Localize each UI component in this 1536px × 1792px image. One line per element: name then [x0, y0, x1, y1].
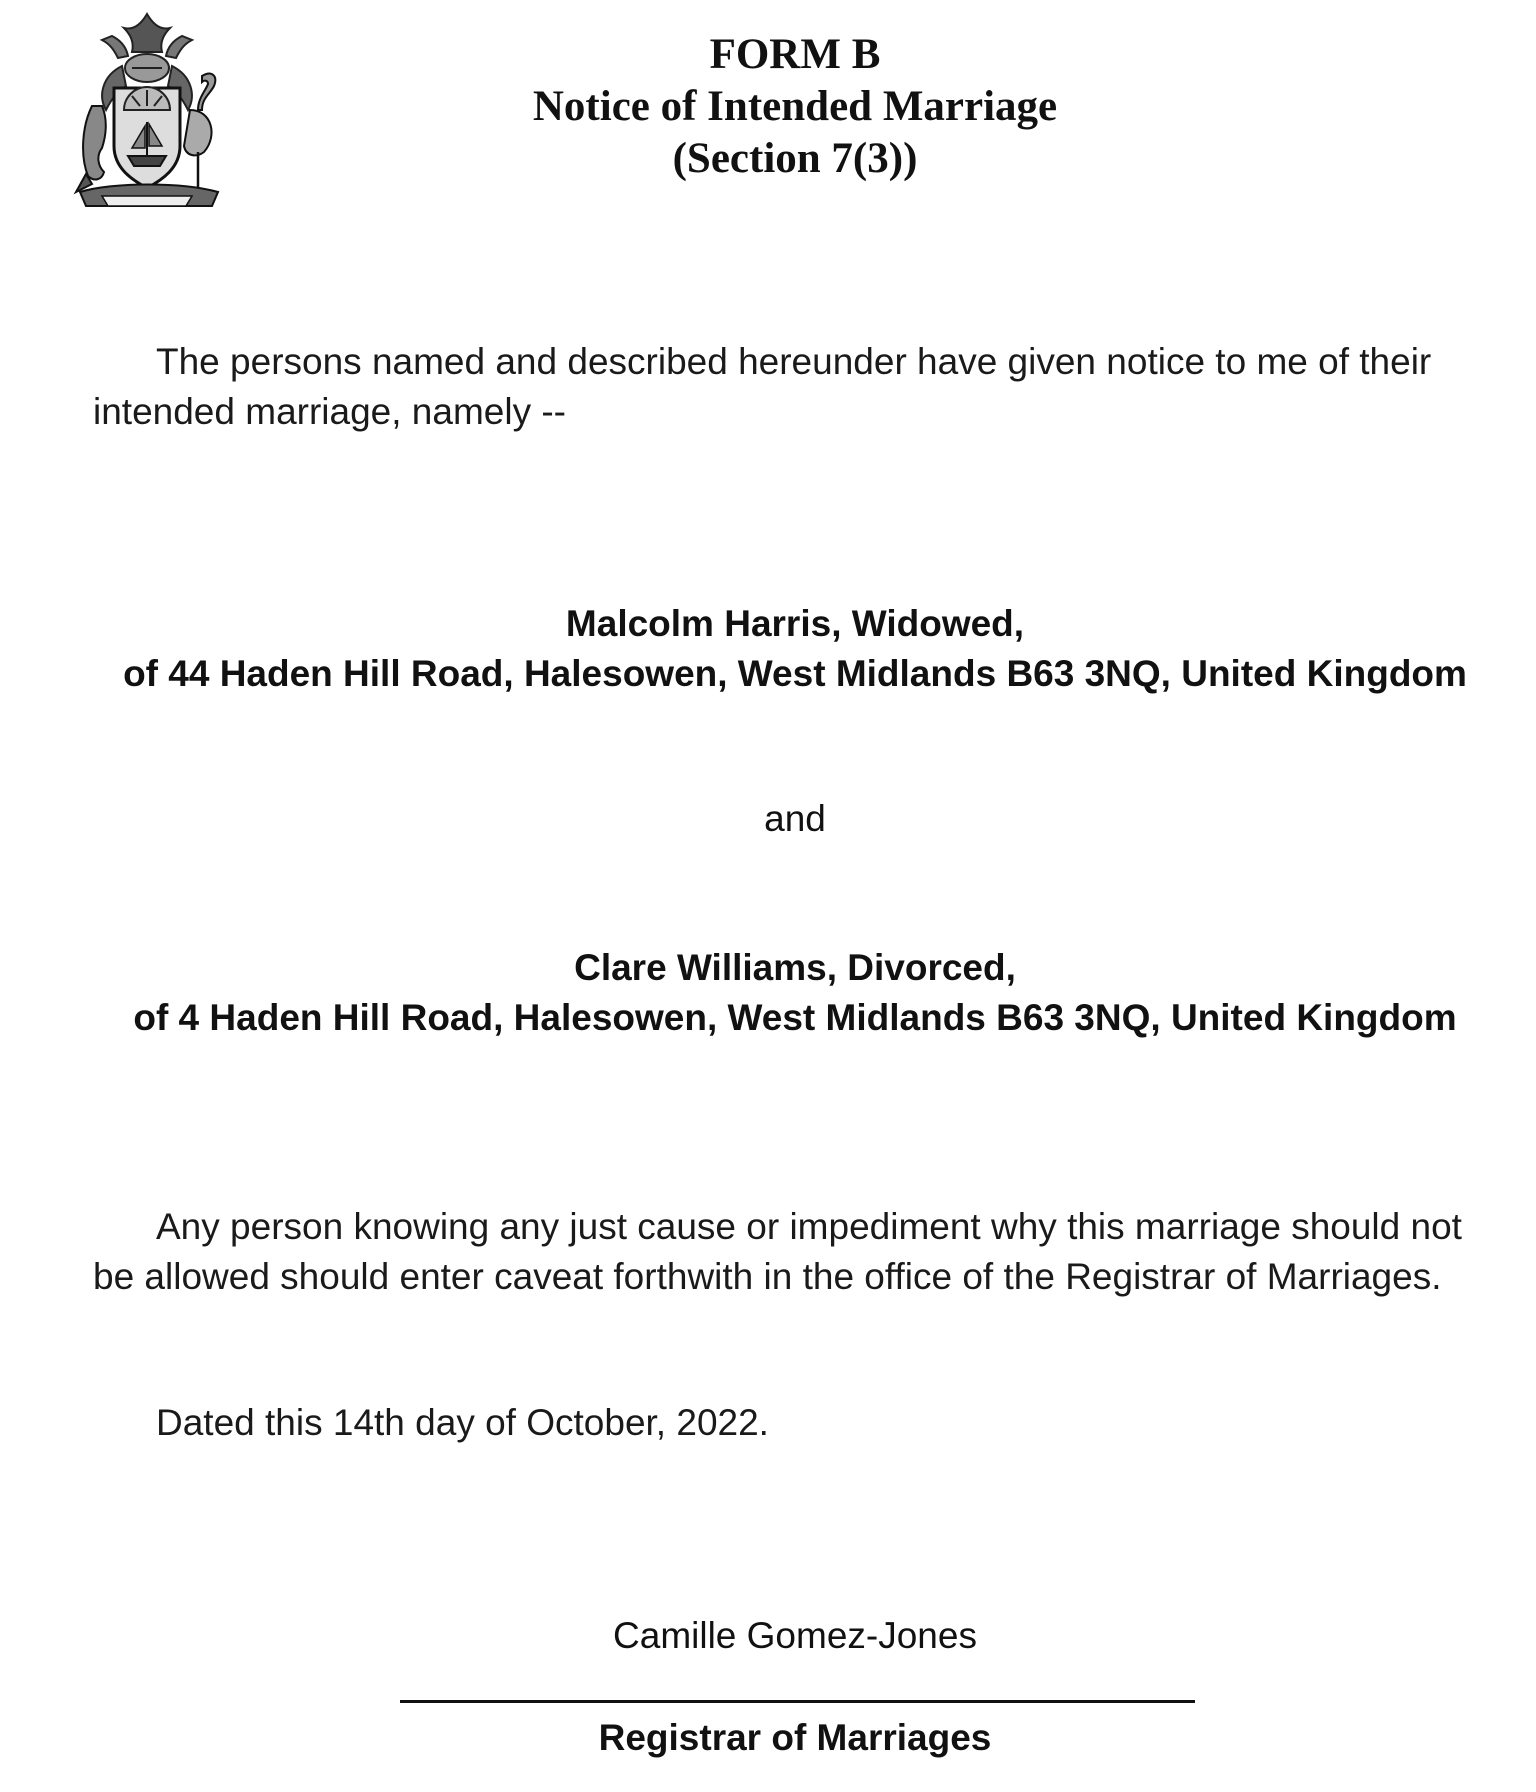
intro-paragraph: The persons named and described hereunder have given notice to me of their intended marriage, namely --: [93, 341, 1432, 432]
caveat-paragraph: Any person knowing any just cause or impediment why this marriage should not be allowed should enter caveat forthwith in the office of the Registrar of Marriages.: [93, 1206, 1462, 1297]
signatory-title: Registrar of Marriages: [598, 1717, 992, 1758]
party2-address: of 4 Haden Hill Road, Halesowen, West Midlands B63 3NQ, United Kingdom: [133, 997, 1457, 1038]
party2-name: Clare Williams, Divorced,: [574, 947, 1016, 988]
dated-line: Dated this 14th day of October, 2022.: [156, 1402, 769, 1443]
document-title: Notice of Intended Marriage: [532, 83, 1058, 130]
party1-address: of 44 Haden Hill Road, Halesowen, West Midlands B63 3NQ, United Kingdom: [123, 653, 1467, 694]
section-reference: (Section 7(3)): [672, 135, 918, 182]
conjunction-text: and: [764, 798, 826, 839]
form-label: FORM B: [709, 31, 881, 78]
party1-name: Malcolm Harris, Widowed,: [565, 603, 1025, 644]
signatory-name: Camille Gomez-Jones: [613, 1615, 977, 1656]
signature-line: [400, 1700, 1195, 1703]
